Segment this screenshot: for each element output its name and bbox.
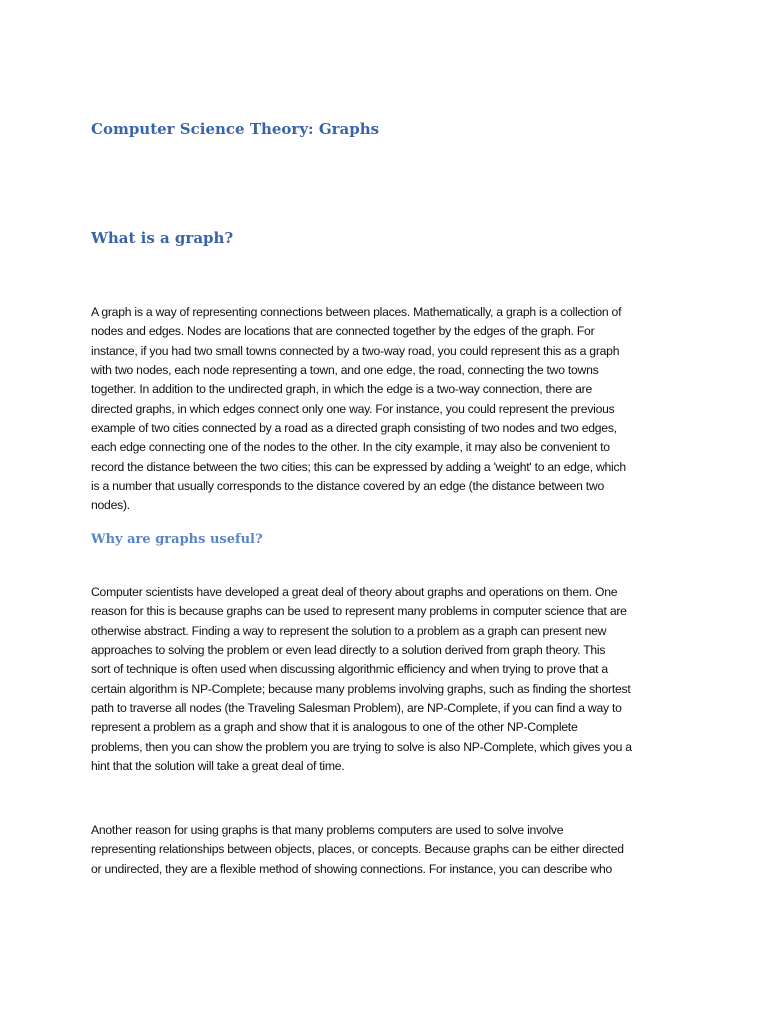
text-line: problems, then you can show the problem you are trying to solve is also NP-Complete, which gives you a	[91, 739, 632, 754]
text-line: together. In addition to the undirected graph, in which the edge is a two-way connection, there are	[91, 382, 593, 397]
text-line: is a number that usually corresponds to the distance covered by an edge (the distance between two	[91, 479, 604, 494]
text-line: representing relationships between objects, places, or concepts. Because graphs can be either directed	[91, 842, 624, 857]
text-line: directed graphs, in which edges connect only one way. For instance, you could represent the previous	[91, 401, 615, 416]
text-line: hint that the solution will take a great deal of time.	[91, 759, 345, 774]
text-line: instance, if you had two small towns connected by a two-way road, you could represent this as a graph	[91, 343, 620, 358]
paragraph-graph-theory-usefulness	[91, 583, 632, 776]
text-line: example of two cities connected by a road as a directed graph consisting of two nodes and two edges,	[91, 421, 617, 436]
text-line: nodes).	[91, 498, 130, 513]
paragraph-graph-relationships	[91, 821, 624, 879]
section-heading-why-graphs-useful: Why are graphs useful?	[91, 532, 263, 547]
text-line: A graph is a way of representing connections between places. Mathematically, a graph is a collection of	[91, 305, 622, 319]
text-line: approaches to solving the problem or even lead directly to a solution derived from graph theory. This	[91, 643, 606, 658]
text-line: represent a problem as a graph and show that it is analogous to one of the other NP-Complete	[91, 720, 578, 735]
section-heading-what-is-a-graph: What is a graph?	[91, 229, 234, 247]
text-line: path to traverse all nodes (the Traveling Salesman Problem), are NP-Complete, if you can find a way to	[91, 701, 622, 716]
text-line: each edge connecting one of the nodes to the other. In the city example, it may also be convenient to	[91, 440, 610, 455]
text-line: or undirected, they are a flexible method of showing connections. For instance, you can describe who	[91, 861, 613, 876]
paragraph-graph-definition	[91, 303, 626, 516]
text-line: record the distance between the two cities; this can be expressed by adding a 'weight' to an edge, which	[91, 459, 626, 474]
text-line: Another reason for using graphs is that many problems computers are used to solve involve	[91, 823, 564, 837]
text-line: otherwise abstract. Finding a way to represent the solution to a problem as a graph can present new	[91, 623, 607, 638]
text-line: with two nodes, each node representing a town, and one edge, the road, connecting the two towns	[91, 363, 599, 378]
text-line: certain algorithm is NP-Complete; because many problems involving graphs, such as finding the shortest	[91, 681, 631, 696]
text-line: Computer scientists have developed a great deal of theory about graphs and operations on them. One	[91, 585, 618, 599]
text-line: sort of technique is often used when discussing algorithmic efficiency and when trying to prove that a	[91, 662, 608, 677]
document-title: Computer Science Theory: Graphs	[91, 120, 380, 138]
text-line: reason for this is because graphs can be used to represent many problems in computer science that are	[91, 604, 627, 619]
text-line: nodes and edges. Nodes are locations that are connected together by the edges of the graph. For	[91, 324, 595, 339]
